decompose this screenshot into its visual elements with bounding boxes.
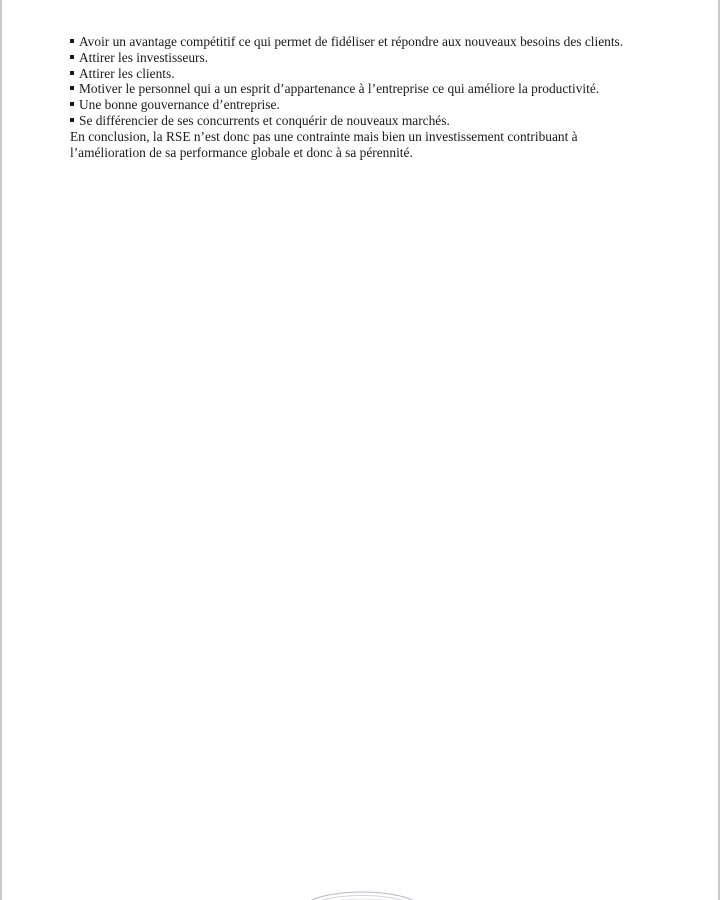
bullet-list <box>70 34 670 129</box>
conclusion-paragraph <box>70 129 670 161</box>
square-bullet-icon <box>70 86 74 90</box>
list-item <box>70 81 670 97</box>
list-item-text: Une bonne gouvernance d’entreprise. <box>79 97 280 113</box>
list-item <box>70 66 670 82</box>
list-item-text: Motiver le personnel qui a un esprit d’appartenance à l’entreprise ce qui améliore la productivité. <box>79 81 600 97</box>
list-item-text: Attirer les investisseurs. <box>79 49 209 65</box>
conclusion-line-2: l’amélioration de sa performance globale et donc à sa pérennité. <box>70 144 413 160</box>
list-item-text: Avoir un avantage compétitif ce qui permet de fidéliser et répondre aux nouveaux besoins des clients. <box>79 34 624 49</box>
list-item <box>70 97 670 113</box>
square-bullet-icon <box>70 102 74 106</box>
square-bullet-icon <box>70 118 74 122</box>
conclusion-line-1: En conclusion, la RSE n’est donc pas une contrainte mais bien un investissement contribuant à <box>70 128 578 144</box>
list-item-text: Attirer les clients. <box>79 65 175 81</box>
list-item <box>70 50 670 66</box>
square-bullet-icon <box>70 39 74 43</box>
list-item-text: Se différencier de ses concurrents et conquérir de nouveaux marchés. <box>79 112 450 128</box>
stamp-seal-icon <box>300 888 424 900</box>
square-bullet-icon <box>70 71 74 75</box>
list-item <box>70 34 670 50</box>
list-item <box>70 113 670 129</box>
document-body <box>70 34 670 160</box>
square-bullet-icon <box>70 55 74 59</box>
